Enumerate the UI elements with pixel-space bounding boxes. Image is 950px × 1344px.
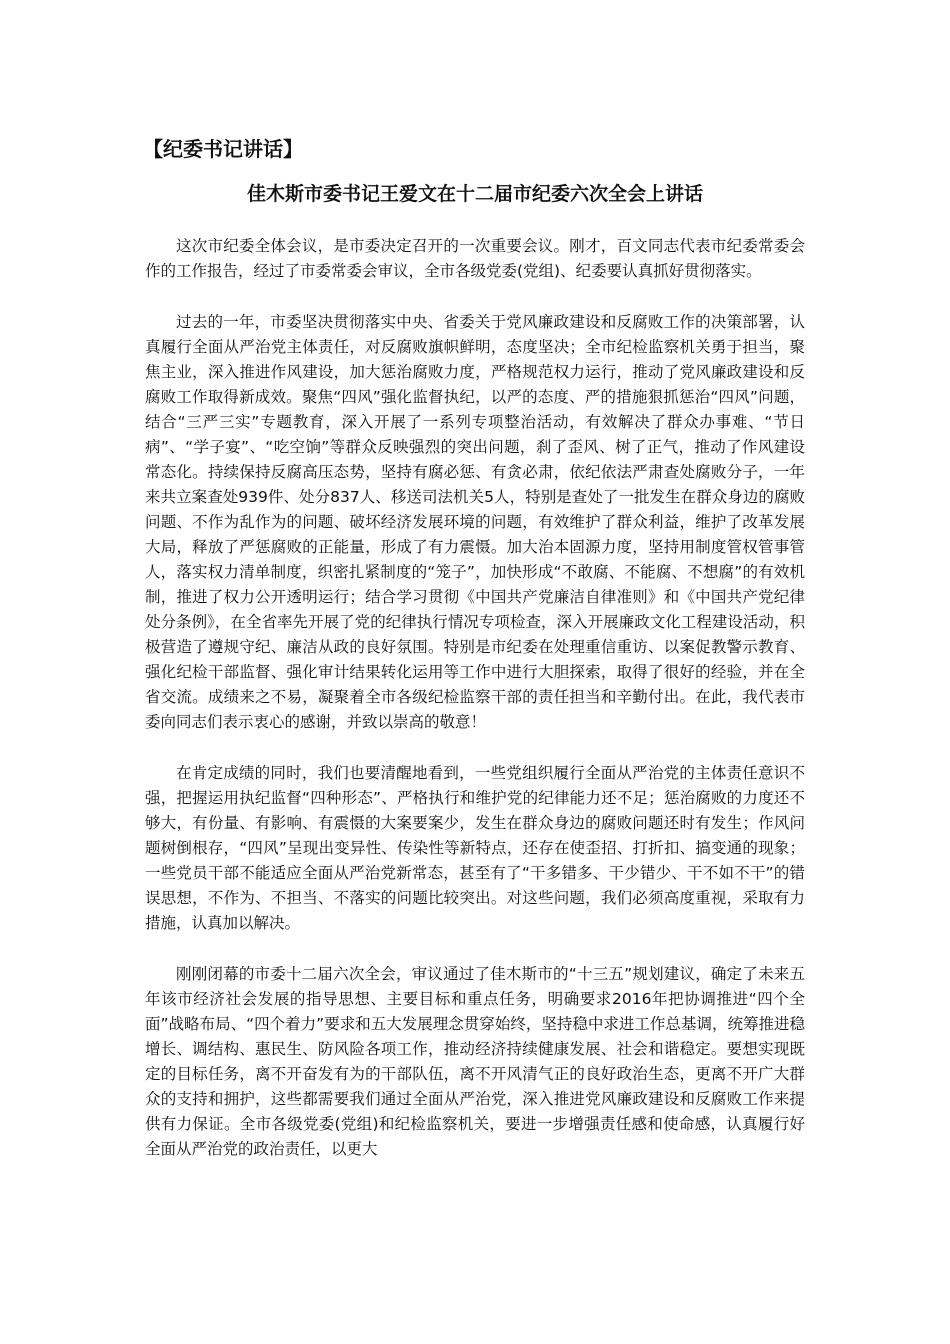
paragraph-intro: 这次市纪委全体会议，是市委决定召开的一次重要会议。刚才，百文同志代表市纪委常委会作的工作报告，经过了市委常委会审议，全市各级党委(党组)、纪委要认真抓好贯彻落实。	[145, 237, 805, 280]
section-tag: 【纪委书记讲话】	[143, 137, 303, 161]
paragraph-problems: 在肯定成绩的同时，我们也要清醒地看到，一些党组织履行全面从严治党的主体责任意识不强，把握运用执纪监督“四种形态”、严格执行和维护党的纪律能力还不足；惩治腐败的力度还不够大，有份量、有影响、有震慑的大案要案少，发生在群众身边的腐败问题还时有发生；作风问题树倒根存，“四风”呈现出变异性、传染性等新特点，还存在使歪招、打折扣、搞变通的现象；一些党员干部不能适应全面从严治党新常态，甚至有了“干多错多、干少错少、干不如不干”的错误思想，不作为、不担当、不落实的问题比较突出。对这些问题，我们必须高度重视，采取有力措施，认真加以解决。	[145, 764, 805, 932]
paragraph-achievements: 过去的一年，市委坚决贯彻落实中央、省委关于党风廉政建设和反腐败工作的决策部署，认真履行全面从严治党主体责任，对反腐败旗帜鲜明，态度坚决；全市纪检监察机关勇于担当，聚焦主业，深入推进作风建设，加大惩治腐败力度，严格规范权力运行，推动了党风廉政建设和反腐败工作取得新成效。聚焦“四风”强化监督执纪，以严的态度、严的措施狠抓惩治“四风”问题，结合“三严三实”专题教育，深入开展了一系列专项整治活动，有效解决了群众办事难、“节日病”、“学子宴”、“吃空饷”等群众反映强烈的突出问题，刹了歪风、树了正气，推动了作风建设常态化。持续保持反腐高压态势，坚持有腐必惩、有贪必肃，依纪依法严肃查处腐败分子，一年来共立案查处939件、处分837人、移送司法机关5人，特别是查处了一批发生在群众身边的腐败问题、不作为乱作为的问题、破坏经济发展环境的问题，有效维护了群众利益，维护了改革发展大局，释放了严惩腐败的正能量，形成了有力震慑。加大治本固源力度，坚持用制度管权管事管人，落实权力清单制度，织密扎紧制度的“笼子”，加快形成“不敢腐、不能腐、不想腐”的有效机制，推进了权力公开透明运行；结合学习贯彻《中国共产党廉洁自律准则》和《中国共产党纪律处分条例》，在全省率先开展了党的纪律执行情况专项检查，深入开展廉政文化工程建设活动，积极营造了遵规守纪、廉洁从政的良好氛围。特别是市纪委在处理重信重访、以案促教警示教育、强化纪检干部监督、强化审计结果转化运用等工作中进行大胆探索，取得了很好的经验，并在全省交流。成绩来之不易，凝聚着全市各级纪检监察干部的责任担当和辛勤付出。在此，我代表市委向同志们表示衷心的感谢，并致以崇高的敬意！	[145, 313, 805, 731]
paragraph-tasks: 刚刚闭幕的市委十二届六次全会，审议通过了佳木斯市的“十三五”规划建议，确定了未来五年该市经济社会发展的指导思想、主要目标和重点任务，明确要求2016年把协调推进“四个全面”战略布局、“四个着力”要求和五大发展理念贯穿始终，坚持稳中求进工作总基调，统筹推进稳增长、调结构、惠民生、防风险各项工作，推动经济持续健康发展、社会和谐稳定。要想实现既定的目标任务，离不开奋发有为的干部队伍，离不开风清气正的良好政治生态，更离不开广大群众的支持和拥护，这些都需要我们通过全面从严治党，深入推进党风廉政建设和反腐败工作来提供有力保证。全市各级党委(党组)和纪检监察机关，要进一步增强责任感和使命感，认真履行好全面从严治党的政治责任，以更大	[145, 965, 805, 1158]
document-title: 佳木斯市委书记王爱文在十二届市纪委六次全会上讲话	[246, 183, 703, 205]
document-page	[145, 132, 805, 1188]
